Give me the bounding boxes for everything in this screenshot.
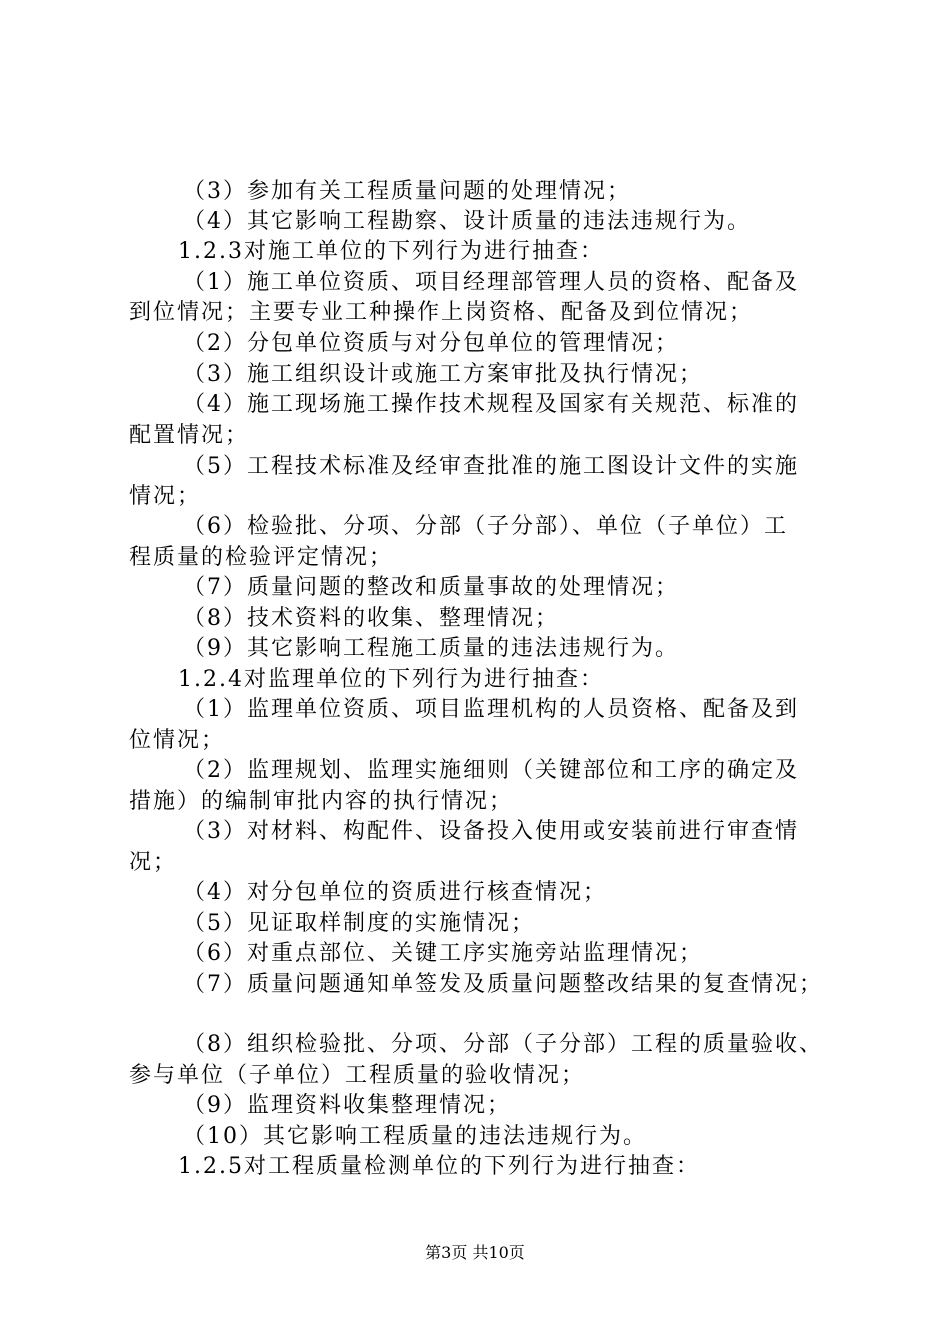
text-line: （7）质量问题通知单签发及质量问题整改结果的复查情况； xyxy=(183,972,823,997)
section-heading: 1.2.3对施工单位的下列行为进行抽查： xyxy=(178,239,604,264)
text-line: 位情况； xyxy=(129,728,226,753)
text-line: （9）其它影响工程施工质量的违法违规行为。 xyxy=(183,636,679,661)
text-line: 况； xyxy=(129,850,178,875)
text-line: （2）监理规划、监理实施细则（关键部位和工序的确定及 xyxy=(183,758,799,783)
text-line: 到位情况；主要专业工种操作上岗资格、配备及到位情况； xyxy=(129,300,754,325)
text-line: 配置情况； xyxy=(129,423,250,448)
text-line: （9）监理资料收集整理情况； xyxy=(183,1093,511,1118)
text-line: （4）其它影响工程勘察、设计质量的违法违规行为。 xyxy=(183,209,751,234)
text-line: （3）参加有关工程质量问题的处理情况； xyxy=(183,179,631,204)
text-line: （5）见证取样制度的实施情况； xyxy=(183,911,535,936)
text-line: （3）施工组织设计或施工方案审批及执行情况； xyxy=(183,362,703,387)
text-line: 参与单位（子单位）工程质量的验收情况； xyxy=(129,1063,586,1088)
text-line: 措施）的编制审批内容的执行情况； xyxy=(129,789,514,814)
text-line: 程质量的检验评定情况； xyxy=(129,545,394,570)
section-heading: 1.2.5对工程质量检测单位的下列行为进行抽查： xyxy=(178,1154,700,1179)
text-line: （4）施工现场施工操作技术规程及国家有关规范、标准的 xyxy=(183,392,799,417)
text-line: （8）技术资料的收集、整理情况； xyxy=(183,606,559,631)
text-line: （4）对分包单位的资质进行核查情况； xyxy=(183,880,607,905)
text-line: （10）其它影响工程质量的违法违规行为。 xyxy=(183,1124,647,1149)
text-line: （1）监理单位资质、项目监理机构的人员资格、配备及到 xyxy=(183,697,799,722)
text-line: 情况； xyxy=(129,484,202,509)
text-line: （1）施工单位资质、项目经理部管理人员的资格、配备及 xyxy=(183,270,799,295)
text-line: （7）质量问题的整改和质量事故的处理情况； xyxy=(183,575,679,600)
text-line: （6）对重点部位、关键工序实施旁站监理情况； xyxy=(183,941,703,966)
text-line: （6）检验批、分项、分部（子分部）、单位（子单位）工 xyxy=(183,514,788,539)
text-line: （3）对材料、构配件、设备投入使用或安装前进行审查情 xyxy=(183,819,799,844)
text-line: （8）组织检验批、分项、分部（子分部）工程的质量验收、 xyxy=(183,1032,823,1057)
text-line: （2）分包单位资质与对分包单位的管理情况； xyxy=(183,331,679,356)
text-line: （5）工程技术标准及经审查批准的施工图设计文件的实施 xyxy=(183,454,799,479)
page-number-footer: 第3页 共10页 xyxy=(425,1243,525,1262)
section-heading: 1.2.4对监理单位的下列行为进行抽查： xyxy=(178,667,604,692)
